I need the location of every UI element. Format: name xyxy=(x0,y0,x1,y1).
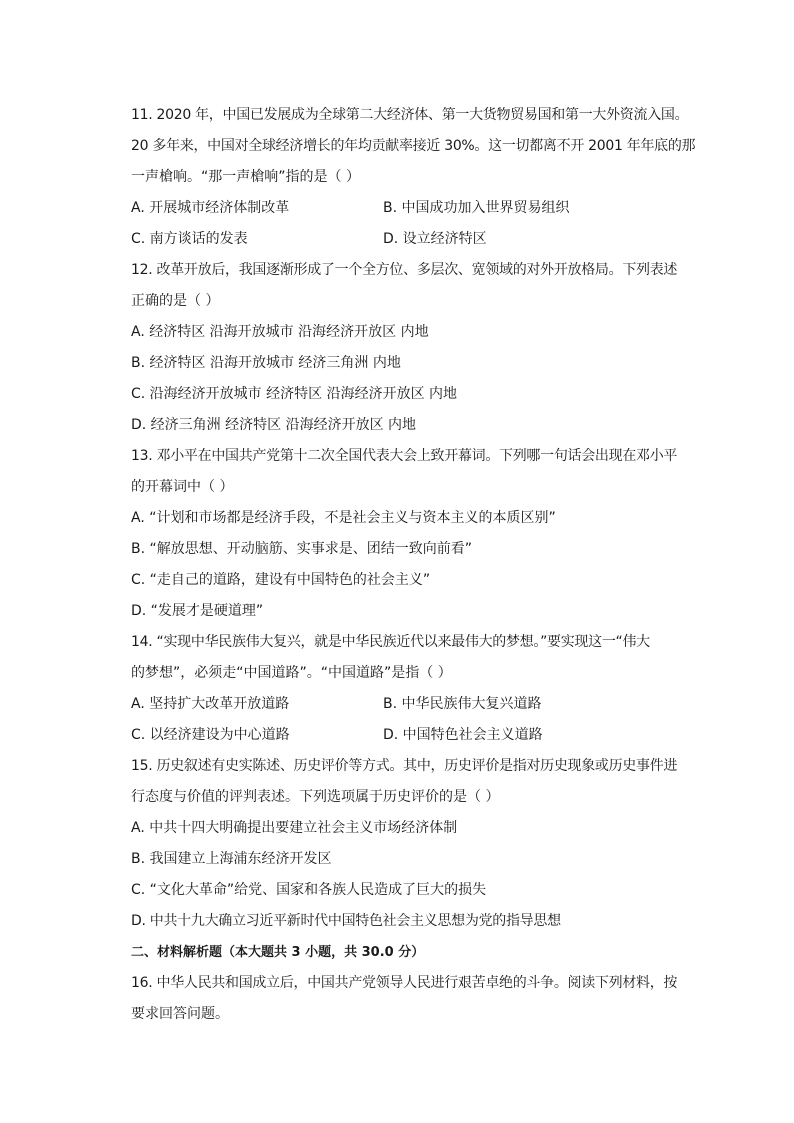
question-12-option-b: B. 经济特区 沿海开放城市 经济三角洲 内地 xyxy=(131,355,401,371)
question-13-option-c: C. “走自己的道路，建设有中国特色的社会主义” xyxy=(131,572,431,588)
question-15-line-1: 15. 历史叙述有史实陈述、历史评价等方式。其中，历史评价是指对历史现象或历史事件进 xyxy=(131,758,678,774)
question-15-option-c: C. “文化大革命”给党、国家和各族人民造成了巨大的损失 xyxy=(131,882,487,898)
question-11-line-3: 一声槍响。“那一声槍响”指的是（ ） xyxy=(131,169,360,185)
question-11-line-2: 20 多年来，中国对全球经济增长的年均贡献率接近 30%。这一切都离不开 2001 年年底的那 xyxy=(131,138,696,154)
question-11-line-1: 11. 2020 年，中国已发展成为全球第二大经济体、第一大货物贸易国和第一大外资流入国。 xyxy=(131,107,689,123)
question-11-options-row-2 xyxy=(131,224,701,255)
question-14-options-row-2 xyxy=(131,720,701,751)
question-14-options-row-1 xyxy=(131,689,701,720)
question-16 xyxy=(131,968,701,1030)
question-11-option-b: B. 中国成功加入世界贸易组织 xyxy=(383,200,570,216)
question-13 xyxy=(131,441,701,627)
question-11 xyxy=(131,100,701,255)
question-15 xyxy=(131,751,701,937)
question-12-line-2: 正确的是（ ） xyxy=(131,293,220,309)
question-12-line-1: 12. 改革开放后，我国逐渐形成了一个全方位、多层次、宽领域的对外开放格局。下列表述 xyxy=(131,262,678,278)
question-11-option-c: C. 南方谈话的发表 xyxy=(131,231,248,247)
question-13-line-2: 的开幕词中（ ） xyxy=(131,479,234,495)
section-heading-material-analysis: 二、材料解析题（本大题共 3 小题，共 30.0 分） xyxy=(131,945,425,960)
exam-content xyxy=(131,100,701,1030)
question-14-option-c: C. 以经济建设为中心道路 xyxy=(131,727,290,743)
question-12-option-c: C. 沿海经济开放城市 经济特区 沿海经济开放区 内地 xyxy=(131,386,458,402)
question-15-option-a: A. 中共十四大明确提出要建立社会主义市场经济体制 xyxy=(131,820,458,836)
question-14-line-1: 14. “实现中华民族伟大复兴，就是中华民族近代以来最伟大的梦想。”要实现这一“伟大 xyxy=(131,634,650,650)
question-13-line-1: 13. 邓小平在中国共产党第十二次全国代表大会上致开幕词。下列哪一句话会出现在邓小平 xyxy=(131,448,678,464)
question-12-option-a: A. 经济特区 沿海开放城市 沿海经济开放区 内地 xyxy=(131,324,429,340)
question-13-option-d: D. “发展才是硬道理” xyxy=(131,603,264,619)
question-14-option-b: B. 中华民族伟大复兴道路 xyxy=(383,696,542,712)
question-14-option-d: D. 中国特色社会主义道路 xyxy=(383,727,543,743)
question-11-options-row-1 xyxy=(131,193,701,224)
question-15-line-2: 行态度与价值的评判表述。下列选项属于历史评价的是（ ） xyxy=(131,789,500,805)
question-12 xyxy=(131,255,701,441)
question-16-line-2: 要求回答问题。 xyxy=(131,1006,229,1022)
question-16-line-1: 16. 中华人民共和国成立后，中国共产党领导人民进行艰苦卓绝的斗争。阅读下列材料，按 xyxy=(131,975,678,991)
question-14 xyxy=(131,627,701,751)
question-12-option-d: D. 经济三角洲 经济特区 沿海经济开放区 内地 xyxy=(131,417,417,433)
question-15-option-b: B. 我国建立上海浦东经济开发区 xyxy=(131,851,332,867)
question-11-option-a: A. 开展城市经济体制改革 xyxy=(131,200,290,216)
question-13-option-a: A. “计划和市场都是经济手段，不是社会主义与资本主义的本质区别” xyxy=(131,510,556,526)
question-13-option-b: B. “解放思想、开动脑筋、实事求是、团结一致向前看” xyxy=(131,541,473,557)
question-14-option-a: A. 坚持扩大改革开放道路 xyxy=(131,696,290,712)
question-11-option-d: D. 设立经济特区 xyxy=(383,231,487,247)
question-15-option-d: D. 中共十九大确立习近平新时代中国特色社会主义思想为党的指导思想 xyxy=(131,913,561,929)
question-14-line-2: 的梦想”，必须走“中国道路”。“中国道路”是指（ ） xyxy=(131,665,452,681)
